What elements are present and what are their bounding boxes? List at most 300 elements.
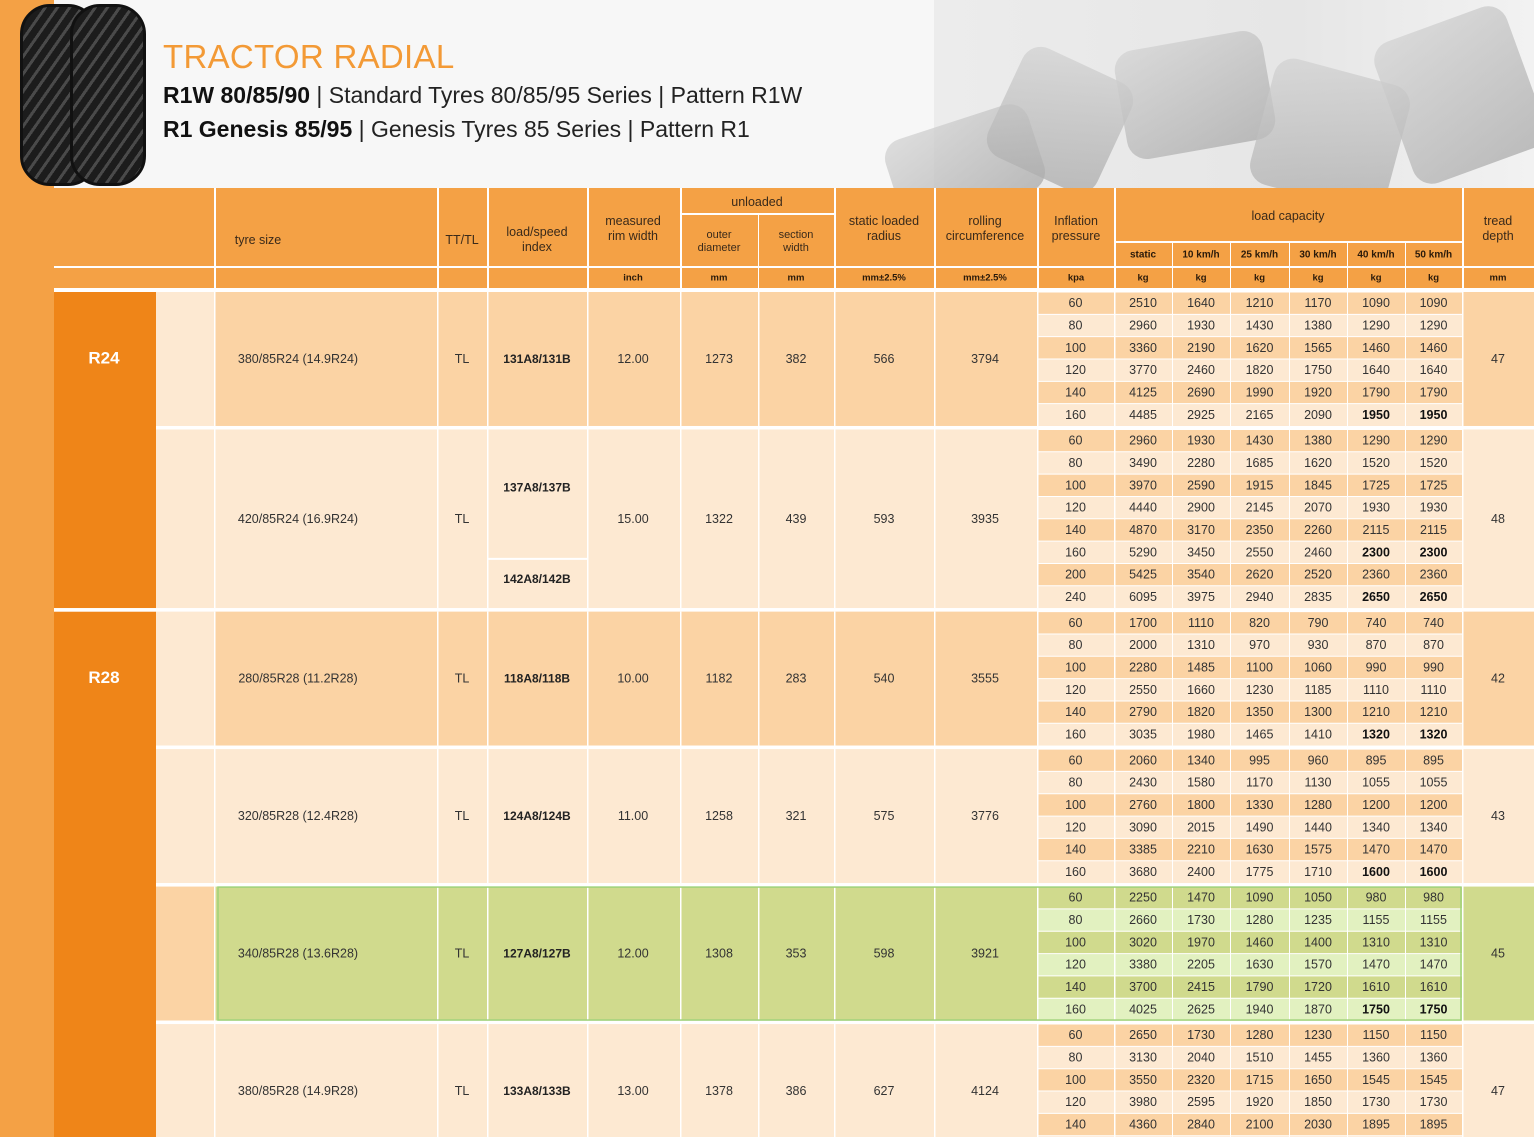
column-divider: [834, 429, 836, 608]
load-cell: 3975: [1187, 589, 1215, 604]
rim-width: 12.00: [617, 351, 649, 366]
load-cell: 1930: [1187, 433, 1215, 448]
column-divider: [934, 887, 936, 1021]
column-divider: [214, 749, 216, 883]
load-cell: 3700: [1129, 980, 1157, 995]
pressure-cell: 100: [1065, 340, 1086, 355]
load-cell: 2280: [1129, 660, 1157, 675]
load-cell: 1280: [1304, 797, 1332, 812]
load-cell: 1110: [1188, 615, 1214, 630]
header-tread-depth: tread: [1483, 214, 1513, 228]
load-cell: 1340: [1187, 753, 1215, 768]
column-divider: [1289, 887, 1290, 1021]
load-cell: 2900: [1187, 500, 1215, 515]
header-divider: [1037, 268, 1038, 288]
column-divider: [1037, 612, 1039, 746]
block-separator: [156, 1021, 1534, 1025]
load-cell: 980: [1365, 890, 1387, 905]
load-cell: 1930: [1187, 318, 1215, 333]
load-cell: 1170: [1246, 775, 1273, 790]
column-divider: [1230, 749, 1231, 883]
column-divider: [437, 429, 439, 608]
column-divider: [1172, 612, 1173, 746]
header-divider: [1462, 188, 1464, 288]
column-divider: [834, 1024, 836, 1137]
pressure-cell: 80: [1068, 455, 1083, 470]
load-cell: 3090: [1129, 820, 1157, 835]
column-divider: [758, 292, 760, 426]
load-cell: 2320: [1187, 1072, 1215, 1087]
column-divider: [587, 887, 589, 1021]
header-speed: 30 km/h: [1299, 249, 1337, 261]
load-cell: 3770: [1129, 363, 1157, 378]
pressure-cell: 140: [1065, 980, 1086, 995]
column-divider: [934, 612, 936, 746]
subtitle-r1-genesis: [163, 116, 750, 143]
row-swatch: [156, 749, 214, 883]
load-cell: 2835: [1304, 589, 1332, 604]
column-divider: [1462, 887, 1464, 1021]
pressure-cell: 140: [1065, 842, 1086, 857]
load-cell: 1090: [1362, 296, 1390, 311]
load-cell: 1630: [1245, 842, 1274, 857]
header-load-speed: load/speed: [506, 225, 568, 239]
column-divider: [487, 612, 489, 746]
load-cell: 1730: [1187, 1028, 1215, 1043]
load-cell: 2300: [1419, 545, 1448, 560]
unit-label: mm: [710, 272, 728, 284]
pressure-cell: 160: [1065, 864, 1086, 879]
pressure-cell: 100: [1065, 478, 1086, 493]
column-divider: [680, 887, 682, 1021]
load-cell: 1060: [1304, 660, 1332, 675]
load-cell: 1185: [1304, 682, 1332, 697]
column-divider: [214, 1024, 216, 1137]
column-divider: [1114, 749, 1116, 883]
pressure-cell: 80: [1068, 318, 1083, 333]
load-cell: 1460: [1419, 340, 1448, 355]
unit-label: mm: [787, 272, 805, 284]
column-divider: [680, 749, 682, 883]
header-speed: 25 km/h: [1240, 249, 1279, 261]
column-divider: [680, 1024, 682, 1137]
section-width: 353: [785, 946, 807, 961]
subtitle-r1w-name: R1W 80/85/90: [163, 82, 311, 108]
column-divider: [487, 429, 489, 608]
load-cell: 1895: [1419, 1117, 1448, 1132]
load-cell: 1440: [1304, 820, 1332, 835]
outer-diameter: 1322: [705, 511, 733, 526]
load-speed-index: 131A8/131B: [503, 351, 571, 366]
load-cell: 1715: [1245, 1072, 1274, 1087]
row-swatch: [156, 429, 214, 608]
load-cell: 2550: [1245, 545, 1274, 560]
load-cell: 1470: [1187, 890, 1215, 905]
rim-width: 15.00: [617, 511, 649, 526]
header-divider: [1114, 241, 1462, 243]
column-divider: [1114, 612, 1116, 746]
subtitle-r1w-desc: | Standard Tyres 80/85/95 Series | Pattern R1W: [310, 82, 803, 108]
load-cell: 1310: [1362, 935, 1390, 950]
column-divider: [1462, 1024, 1464, 1137]
load-cell: 980: [1423, 890, 1444, 905]
header-divider: [587, 188, 589, 288]
load-cell: 1130: [1304, 775, 1332, 790]
load-cell: 995: [1249, 753, 1270, 768]
header-rolling-circumference: circumference: [945, 229, 1025, 243]
load-cell: 1485: [1187, 660, 1215, 675]
load-cell: 895: [1365, 753, 1387, 768]
rim-width: 10.00: [617, 671, 649, 686]
tread-depth: 47: [1491, 351, 1505, 366]
load-cell: 1620: [1304, 455, 1332, 470]
load-cell: 1950: [1419, 407, 1448, 422]
load-cell: 740: [1423, 615, 1444, 630]
load-cell: 1895: [1362, 1117, 1390, 1132]
pressure-cell: 160: [1065, 1002, 1086, 1017]
load-cell: 2165: [1245, 407, 1274, 422]
header-outer-diameter: outer: [706, 229, 732, 241]
unit-label: kg: [1137, 272, 1149, 284]
column-divider: [1289, 749, 1290, 883]
unit-label: mm±2.5%: [963, 272, 1007, 284]
load-cell: 2400: [1187, 864, 1215, 879]
column-divider: [934, 1024, 936, 1137]
load-cell: 2430: [1129, 775, 1157, 790]
unit-label: kg: [1427, 272, 1440, 284]
header-rim-width: measured: [605, 214, 661, 228]
pressure-cell: 100: [1065, 935, 1086, 950]
static-radius: 575: [873, 809, 895, 824]
group-label-r24: R24: [88, 348, 120, 368]
load-cell: 2190: [1187, 340, 1215, 355]
load-cell: 2595: [1187, 1095, 1215, 1110]
load-cell: 1660: [1187, 682, 1215, 697]
load-cell: 1055: [1419, 775, 1448, 790]
load-cell: 2415: [1187, 980, 1215, 995]
load-cell: 2210: [1187, 842, 1215, 857]
column-divider: [1230, 429, 1231, 608]
load-cell: 1600: [1362, 864, 1390, 879]
load-cell: 3490: [1129, 455, 1157, 470]
tyre-size: 380/85R28 (14.9R28): [237, 1084, 359, 1099]
load-cell: 1310: [1419, 935, 1448, 950]
column-divider: [1405, 749, 1406, 883]
tyre-size: 420/85R24 (16.9R24): [237, 511, 359, 526]
header-speed: static: [1129, 249, 1157, 261]
load-cell: 1730: [1419, 1095, 1448, 1110]
section-width: 321: [785, 809, 807, 824]
column-divider: [834, 612, 836, 746]
column-divider: [437, 292, 439, 426]
header-separator: [54, 288, 1534, 292]
load-cell: 1150: [1420, 1028, 1447, 1043]
load-cell: 2925: [1187, 407, 1215, 422]
column-divider: [1114, 887, 1116, 1021]
load-cell: 1600: [1419, 864, 1448, 879]
load-cell: 2650: [1419, 589, 1448, 604]
column-divider: [587, 749, 589, 883]
tt-tl-value: TL: [454, 511, 470, 526]
load-cell: 1520: [1362, 455, 1390, 470]
column-divider: [758, 1024, 760, 1137]
column-divider: [834, 292, 836, 426]
load-cell: 4440: [1129, 500, 1157, 515]
rolling-circumference: 4124: [971, 1084, 999, 1099]
load-cell: 1685: [1245, 455, 1274, 470]
column-divider: [587, 292, 589, 426]
pressure-cell: 140: [1065, 522, 1086, 537]
header-load-speed: index: [522, 240, 552, 254]
column-divider: [1114, 1024, 1116, 1137]
load-cell: 2690: [1187, 385, 1215, 400]
outer-diameter: 1273: [705, 351, 733, 366]
tt-tl-value: TL: [454, 671, 470, 686]
outer-diameter: 1308: [705, 946, 733, 961]
load-cell: 1790: [1245, 980, 1274, 995]
load-cell: 1460: [1362, 340, 1390, 355]
pressure-cell: 80: [1068, 638, 1083, 653]
pressure-cell: 120: [1065, 682, 1086, 697]
unit-label: kpa: [1067, 272, 1085, 284]
column-divider: [1289, 429, 1290, 608]
load-cell: 2000: [1129, 638, 1157, 653]
column-divider: [1230, 1024, 1231, 1137]
column-divider: [587, 429, 589, 608]
tyre-data-table: [0, 188, 1534, 1137]
load-cell: 1845: [1304, 478, 1332, 493]
load-cell: 1290: [1362, 433, 1390, 448]
load-cell: 1055: [1362, 775, 1390, 790]
tt-tl-value: TL: [454, 1084, 470, 1099]
load-cell: 4360: [1129, 1117, 1157, 1132]
load-cell: 1320: [1362, 727, 1390, 742]
load-cell: 4485: [1129, 407, 1157, 422]
tread-depth: 47: [1491, 1084, 1505, 1099]
load-cell: 1610: [1419, 980, 1448, 995]
load-cell: 1990: [1245, 385, 1274, 400]
load-cell: 1430: [1245, 433, 1274, 448]
load-cell: 3970: [1129, 478, 1157, 493]
header-tyre-size: tyre size: [234, 233, 282, 247]
column-divider: [1405, 292, 1406, 426]
load-cell: 1575: [1304, 842, 1332, 857]
load-cell: 2460: [1187, 363, 1215, 378]
column-divider: [1037, 1024, 1039, 1137]
pressure-cell: 120: [1065, 820, 1086, 835]
column-divider: [487, 887, 489, 1021]
load-cell: 1280: [1245, 913, 1274, 928]
pressure-cell: 100: [1065, 1072, 1086, 1087]
load-cell: 1915: [1245, 478, 1274, 493]
header-divider: [487, 188, 489, 288]
load-cell: 2100: [1245, 1117, 1274, 1132]
load-cell: 1430: [1245, 318, 1274, 333]
column-divider: [680, 612, 682, 746]
unit-label: kg: [1370, 272, 1382, 284]
pressure-cell: 80: [1068, 775, 1083, 790]
static-radius: 627: [873, 1084, 895, 1099]
pressure-cell: 140: [1065, 1117, 1086, 1132]
pressure-cell: 160: [1065, 407, 1086, 422]
pressure-cell: 160: [1065, 545, 1086, 560]
column-divider: [1347, 887, 1348, 1021]
column-divider: [1347, 749, 1348, 883]
load-cell: 2280: [1187, 455, 1215, 470]
load-cell: 1200: [1419, 797, 1448, 812]
column-divider: [1347, 612, 1348, 746]
load-cell: 1470: [1419, 842, 1448, 857]
load-cell: 1545: [1419, 1072, 1448, 1087]
page-header: [0, 0, 1534, 188]
unit-label: kg: [1253, 272, 1266, 284]
header-rolling-circumference: rolling: [968, 214, 1002, 228]
load-cell: 1155: [1420, 913, 1447, 928]
load-cell: 1725: [1362, 478, 1390, 493]
static-radius: 598: [873, 946, 895, 961]
pressure-cell: 60: [1068, 296, 1083, 311]
load-cell: 2590: [1187, 478, 1215, 493]
load-cell: 1920: [1304, 385, 1332, 400]
left-stripe: [0, 188, 54, 1137]
load-cell: 1700: [1129, 615, 1157, 630]
header-inflation-pressure: pressure: [1051, 229, 1101, 243]
column-divider: [1172, 429, 1173, 608]
load-cell: 740: [1365, 615, 1387, 630]
column-divider: [1037, 429, 1039, 608]
load-speed-index: 127A8/127B: [503, 946, 571, 961]
load-cell: 1455: [1304, 1050, 1332, 1065]
load-cell: 1970: [1187, 935, 1215, 950]
load-cell: 1235: [1304, 913, 1332, 928]
column-divider: [214, 887, 216, 1021]
load-speed-index: 142A8/142B: [503, 572, 571, 587]
group-separator: [54, 608, 156, 612]
row-swatch: [156, 1024, 214, 1137]
load-cell: 1640: [1362, 363, 1390, 378]
header-speed: 40 km/h: [1357, 249, 1395, 261]
tread-cell: [1462, 1024, 1534, 1137]
pressure-cell: 60: [1068, 615, 1083, 630]
pressure-cell: 60: [1068, 433, 1083, 448]
load-speed-index: 118A8/118B: [503, 671, 571, 686]
pressure-cell: 100: [1065, 797, 1086, 812]
load-cell: 2300: [1362, 545, 1390, 560]
pressure-cell: 160: [1065, 727, 1086, 742]
row-swatch: [156, 612, 214, 746]
load-cell: 2960: [1129, 433, 1157, 448]
load-cell: 1460: [1245, 935, 1274, 950]
subtitle-r1-genesis-desc: | Genesis Tyres 85 Series | Pattern R1: [352, 116, 750, 142]
pressure-cell: 120: [1065, 500, 1086, 515]
load-cell: 2650: [1362, 589, 1390, 604]
load-cell: 1090: [1245, 890, 1274, 905]
column-divider: [1405, 612, 1406, 746]
column-divider: [1172, 1024, 1173, 1137]
column-divider: [437, 887, 439, 1021]
column-divider: [1405, 1024, 1406, 1137]
load-cell: 1510: [1245, 1050, 1274, 1065]
load-cell: 1610: [1362, 980, 1390, 995]
load-cell: 1720: [1304, 980, 1332, 995]
load-cell: 2960: [1129, 318, 1157, 333]
static-radius: 540: [873, 671, 895, 686]
load-cell: 1940: [1245, 1002, 1274, 1017]
page-title: TRACTOR RADIAL: [163, 38, 455, 75]
load-cell: 1930: [1362, 500, 1390, 515]
load-cell: 3540: [1187, 567, 1215, 582]
header-outer-diameter: diameter: [697, 242, 741, 254]
load-cell: 2460: [1304, 545, 1332, 560]
row-swatch: [156, 292, 214, 426]
load-cell: 1110: [1420, 682, 1447, 697]
load-cell: 2070: [1304, 500, 1332, 515]
header-divider: [758, 214, 759, 266]
load-cell: 1820: [1187, 705, 1215, 720]
column-divider: [1405, 887, 1406, 1021]
load-cell: 3380: [1129, 957, 1157, 972]
load-cell: 960: [1307, 753, 1329, 768]
load-cell: 2030: [1304, 1117, 1332, 1132]
column-divider: [1347, 292, 1348, 426]
rolling-circumference: 3555: [971, 671, 999, 686]
load-cell: 790: [1307, 615, 1329, 630]
column-divider: [1037, 292, 1039, 426]
load-cell: 990: [1423, 660, 1444, 675]
load-cell: 1710: [1304, 864, 1332, 879]
load-cell: 1465: [1245, 727, 1274, 742]
rolling-circumference: 3935: [971, 511, 999, 526]
load-cell: 1330: [1245, 797, 1274, 812]
header-static-radius: static loaded: [848, 214, 920, 228]
load-cell: 3450: [1187, 545, 1215, 560]
load-cell: 2060: [1129, 753, 1157, 768]
pressure-cell: 60: [1068, 1028, 1083, 1043]
column-divider: [680, 429, 682, 608]
load-cell: 1300: [1304, 705, 1332, 720]
subtitle-r1-genesis-name: R1 Genesis 85/95: [163, 116, 353, 142]
column-divider: [1114, 292, 1116, 426]
load-cell: 1850: [1304, 1095, 1332, 1110]
load-speed-index: 137A8/137B: [503, 480, 571, 495]
index-divider: [487, 558, 587, 560]
load-speed-index: 124A8/124B: [503, 809, 571, 824]
load-cell: 1470: [1362, 957, 1390, 972]
block-separator: [156, 426, 1534, 430]
load-cell: 3170: [1187, 522, 1215, 537]
column-divider: [834, 887, 836, 1021]
header-tt-tl: TT/TL: [445, 233, 479, 247]
load-cell: 2940: [1245, 589, 1274, 604]
column-divider: [1289, 612, 1290, 746]
static-radius: 593: [873, 511, 895, 526]
load-cell: 3035: [1129, 727, 1157, 742]
section-width: 439: [785, 511, 807, 526]
load-cell: 1350: [1245, 705, 1274, 720]
column-divider: [437, 1024, 439, 1137]
column-divider: [1230, 887, 1231, 1021]
header-load-capacity: load capacity: [1251, 209, 1325, 223]
load-cell: 5290: [1129, 545, 1157, 560]
load-cell: 1750: [1419, 1002, 1448, 1017]
load-cell: 1210: [1419, 705, 1448, 720]
load-cell: 2660: [1129, 913, 1157, 928]
column-divider: [1114, 429, 1116, 608]
tyre-image: [70, 4, 146, 186]
load-cell: 820: [1249, 615, 1270, 630]
group-cell-r24: [54, 292, 156, 608]
pressure-cell: 140: [1065, 705, 1086, 720]
